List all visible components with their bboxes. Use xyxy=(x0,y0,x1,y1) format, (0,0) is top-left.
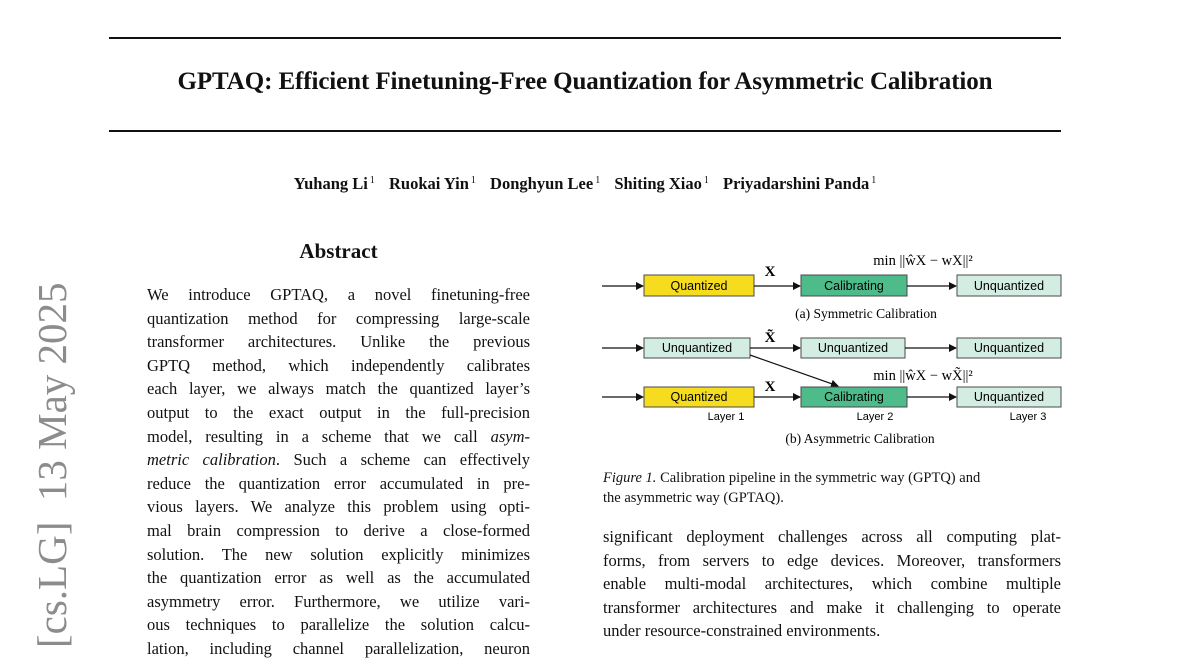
abstract-line: each layer, we always match the quantized layer’s xyxy=(147,379,530,399)
figure-caption-line xyxy=(603,468,1061,488)
unquantized-box-label: Unquantized xyxy=(973,341,1045,355)
author-name: Ruokai Yin xyxy=(388,174,469,193)
caption-symmetric: (a) Symmetric Calibration xyxy=(795,306,937,321)
author-name: Priyadarshini Panda xyxy=(723,174,870,193)
intro-line: transformer architectures and make it challenging to operate xyxy=(603,597,1061,617)
intro-text xyxy=(603,525,1061,643)
intro-line: under resource-constrained environments. xyxy=(603,621,881,641)
abstract-line: transformer architectures. Unlike the previous xyxy=(147,332,530,352)
abstract-text xyxy=(147,283,530,661)
abstract-heading: Abstract xyxy=(299,239,378,263)
layer-label: Layer 1 xyxy=(707,411,745,423)
author-list xyxy=(0,174,1170,194)
author xyxy=(294,174,375,193)
title-rule-top xyxy=(109,37,1061,39)
abstract-line xyxy=(147,448,530,472)
unquantized-box-label: Unquantized xyxy=(973,279,1045,293)
author-name: Donghyun Lee xyxy=(490,174,594,193)
author xyxy=(389,174,476,193)
calibrating-box-label: Calibrating xyxy=(824,279,884,293)
abstract-line: reduce the quantization error accumulated in pre- xyxy=(147,473,530,493)
title-rule-bottom xyxy=(109,130,1061,132)
formula-symmetric: min ||ŵX − wX||² xyxy=(873,253,973,269)
abstract-line-part: model, resulting in a scheme that we call xyxy=(147,426,478,446)
abstract-line: the quantization error as well as the accumulated xyxy=(147,568,530,588)
abstract-line: mal brain compression to derive a close-formed xyxy=(147,520,530,540)
abstract-line: ous techniques to parallelize the solution calcu- xyxy=(147,615,530,635)
paper-title: GPTAQ: Efficient Finetuning-Free Quantization for Asymmetric Calibration xyxy=(177,68,993,95)
abstract-line: lation, including channel parallelization, neuron xyxy=(147,638,530,658)
abstract-line: GPTQ method, which independently calibrates xyxy=(147,355,530,375)
author xyxy=(490,174,600,193)
figure-caption xyxy=(603,468,1061,508)
abstract-line: quantization method for compressing large-scale xyxy=(147,308,530,328)
author xyxy=(614,174,709,193)
x-tilde-label: X̃ xyxy=(764,330,776,346)
quantized-box-label: Quantized xyxy=(670,279,728,293)
figure-label: Figure 1. xyxy=(603,470,657,486)
intro-line: enable multi-modal architectures, which combine multiple xyxy=(603,574,1061,594)
abstract-line: output to the exact output in the full-precision xyxy=(147,402,530,422)
abstract-emphasis: asym- xyxy=(490,426,531,446)
abstract-line-part: . Such a scheme can effectively xyxy=(275,450,531,470)
author-affiliation: 1 xyxy=(595,175,601,186)
figure-caption-text: Calibration pipeline in the symmetric way (GPTQ) and xyxy=(660,470,981,486)
caption-asymmetric: (b) Asymmetric Calibration xyxy=(785,431,935,446)
author-affiliation: 1 xyxy=(703,175,709,186)
author-affiliation: 1 xyxy=(871,175,877,186)
layer-label: Layer 2 xyxy=(856,411,894,423)
layer-label: Layer 3 xyxy=(1009,411,1047,423)
abstract-line xyxy=(147,425,530,449)
unquantized-box-label: Unquantized xyxy=(973,390,1045,404)
quantized-box-label: Quantized xyxy=(670,390,728,404)
intro-line: forms, from servers to edge devices. Moreover, transformers xyxy=(603,550,1061,570)
abstract-line: asymmetry error. Furthermore, we utilize vari- xyxy=(147,591,530,611)
author-name: Yuhang Li xyxy=(293,174,368,193)
calibration-figure xyxy=(598,245,1068,455)
abstract-line: solution. The new solution explicitly minimizes xyxy=(147,544,530,564)
figure-caption-line: the asymmetric way (GPTAQ). xyxy=(603,490,784,506)
calibrating-box-label: Calibrating xyxy=(824,390,884,404)
author xyxy=(723,174,876,193)
unquantized-box-label: Unquantized xyxy=(817,341,889,355)
author-affiliation: 1 xyxy=(369,175,375,186)
abstract-emphasis: metric calibration xyxy=(147,450,276,470)
abstract-line: We introduce GPTAQ, a novel finetuning-free xyxy=(147,285,530,304)
intro-line: significant deployment challenges across all computing plat- xyxy=(603,527,1061,546)
abstract-line: vious layers. We analyze this problem using opti- xyxy=(147,497,530,517)
arxiv-side-stamp: [cs.LG] 13 May 2025 xyxy=(29,282,75,648)
x-label: X xyxy=(764,264,776,280)
formula-asymmetric: min ||ŵX − wX̃||² xyxy=(873,368,973,384)
author-name: Shiting Xiao xyxy=(614,174,702,193)
diagonal-arrow xyxy=(750,355,838,386)
unquantized-box-label: Unquantized xyxy=(661,341,733,355)
x-label: X xyxy=(764,379,776,395)
author-affiliation: 1 xyxy=(470,175,476,186)
